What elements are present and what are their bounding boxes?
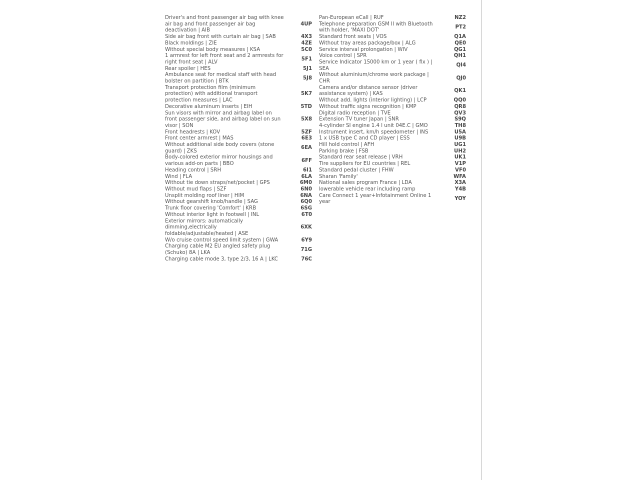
option-description: Without traffic signs recognition | KMP [319,103,417,110]
option-code: QV3 [454,110,466,116]
option-description: Without interior light in footwell | INL [165,211,260,218]
option-description: Without special body measures | KSA [165,46,261,53]
option-description: Instrument insert, km/h speedometer | INS [319,129,429,135]
option-description: Sharan 'Family' [319,173,358,180]
option-code: QI4 [456,62,466,69]
option-description: Service Indicator 15000 km or 1 year ( fix ) | SEA [319,59,433,72]
option-description: Standard pedal cluster | FHW [319,167,394,173]
option-code: NZ2 [454,15,466,21]
option-description: Wind | FLA [165,173,193,180]
option-code: 6E3 [301,135,312,142]
option-description: Standard front seats | VOS [319,34,387,40]
option-code: QH1 [453,53,466,59]
option-row [319,21,467,34]
option-code: 6M0 [299,180,312,186]
option-row [165,53,313,66]
option-row [165,85,313,104]
option-code: 6XK [300,224,312,231]
option-code: 5C0 [301,46,312,53]
option-code: 6N0 [300,186,312,192]
option-code: 4X3 [300,34,312,40]
option-description: Front center armrest | MAS [165,135,234,142]
option-code: 6SG [300,205,312,212]
option-description: Extension TV tuner Japan | SNR [319,116,399,123]
option-code: QE0 [454,40,466,46]
option-row [165,110,313,129]
option-row [319,72,467,85]
option-description: Without add. lights (interior lighting) | LCP [319,97,427,104]
option-description: Pan-European eCall | RUF [319,15,384,21]
option-description: National sales program France | LDA [319,180,412,186]
option-code: 6NA [300,192,312,199]
option-description: Ambulance seat for medical staff with head bolster on partition | BTK [165,72,277,85]
option-code: 6LA [301,173,312,180]
option-row [165,72,313,85]
option-description: Without tie down straps/net/pocket | GPS [165,180,270,186]
option-code: 5TD [300,103,312,110]
option-description: Service interval prolongation | WIV [319,46,408,53]
option-description: Black moldings | ZIE [165,40,217,46]
option-row [165,256,313,262]
option-description: 1 armrest for left front seat and 2 armrests for right front seat | ALV [165,53,284,65]
option-code: U9B [454,135,466,142]
option-description: Rear spoiler | HES [165,65,211,72]
option-row [165,15,313,34]
option-description: Side air bag front with curtain air bag | SAB [165,34,276,40]
scan-page-edge [481,0,482,480]
option-description: Without additional side body covers (stone guard) | ZKS [165,142,275,154]
option-description: Telephone preparation GSM II with Bluetooth with holder, 'MAXI DOT' [319,21,433,34]
option-code: 4UP [300,21,312,27]
option-code: YOY [454,196,466,202]
option-description: Parking brake | FSB [319,148,369,154]
option-description: lowerable vehicle rear including ramp [319,186,416,192]
option-code: Y4B [454,186,466,192]
option-description: Sun visors with mirror and airbag label on front passenger side, and airbag label on sun visor | SON [165,110,281,129]
option-code: QQ0 [453,97,466,104]
option-description: Standard rear seat release | VRH [319,154,403,161]
option-code: UH2 [454,148,466,154]
option-description: Without tray areas package/box | ALG [319,40,416,46]
option-code: QJ0 [456,75,466,81]
option-code: U5A [454,129,466,135]
option-code: 71G [300,246,312,253]
option-code: 6FF [301,157,312,164]
option-code: X3A [454,180,466,186]
option-description: 1 x USB type C and CD player | ESS [319,135,410,142]
option-code: Q1A [454,34,466,40]
option-description: Voice control | SPR [319,53,367,59]
option-row [165,244,313,257]
option-code: TH8 [454,122,466,129]
option-code: VF0 [455,167,466,173]
option-code: UG1 [454,142,466,148]
option-row [165,155,313,168]
option-code: 6T0 [301,211,312,218]
option-code: V1P [454,161,466,167]
option-description: Care Connect 1 year+Infotainment Online 1 year [319,192,432,205]
option-description: Tire suppliers for EU countries | REL [319,161,411,167]
option-code: 5ZF [301,129,312,135]
option-row [319,85,467,98]
option-code: QK1 [454,88,466,94]
option-description: Transport protection film (minimum protection) with additional transport protection measures | LAC [165,84,258,104]
option-description: Charging cable M2 EU angled safety plug (Schuko) 8A | LKA [165,243,271,256]
option-code: UK1 [454,154,466,161]
option-code: 5F1 [301,56,312,62]
option-code: 6EA [301,145,312,151]
option-description: Body-colored exterior mirror housings and various add-on parts | BBO [165,154,273,167]
option-code: S9Q [454,116,466,123]
option-code: 6Y9 [301,237,312,243]
option-row [165,142,313,155]
option-code: QR8 [454,103,466,110]
option-code: 76C [301,256,312,262]
option-description: Digital radio reception | TVE [319,110,391,116]
option-description: Without aluminium/chrome work package | CHR [319,72,429,85]
options-list-left [165,15,313,263]
option-code: 5J8 [303,75,312,81]
option-description: Charging cable mode 3, type 2/3, 16 A | LKC [165,256,278,262]
option-code: WFA [453,173,466,180]
option-description: Hill hold control | AFH [319,142,375,148]
option-description: Heading control | SRH [165,167,222,173]
option-code: 5K7 [300,91,312,97]
option-code: 5X8 [300,116,312,123]
option-description: Decorative aluminum inserts | EIH [165,103,253,110]
option-description: Exterior mirrors: automatically dimming,electrically foldable/adjustable/heated | ASE [165,218,249,237]
option-description: Without gearshift knob/handle | SAG [165,199,258,205]
option-row [165,218,313,237]
option-code: 4ZE [301,40,312,46]
option-description: Without mud flaps | SZF [165,186,227,192]
option-description: Trunk floor covering 'Comfort' | KRB [165,205,257,212]
option-code: PT2 [455,24,466,31]
option-code: 6Q0 [300,199,312,205]
option-code: QG1 [453,46,466,53]
option-description: Driver's and front passenger air bag with knee air bag and front passenger air bag deactivation | AIB [165,15,284,34]
option-code: 5J1 [303,65,312,72]
options-list-right [319,15,467,206]
option-description: W/o cruise control speed limit system | GWA [165,237,279,243]
option-description: Camera and/or distance sensor (driver assistance system) | KAS [319,84,418,97]
option-code: 6I1 [303,167,312,173]
option-row [319,193,467,206]
option-row [319,59,467,72]
option-description: Front headrests | KOV [165,129,221,135]
option-description: Unsplit molding roof liner | HIM [165,192,245,199]
option-description: 4-cylinder SI engine 1.4 l unit 04E.C | GMO [319,122,428,129]
